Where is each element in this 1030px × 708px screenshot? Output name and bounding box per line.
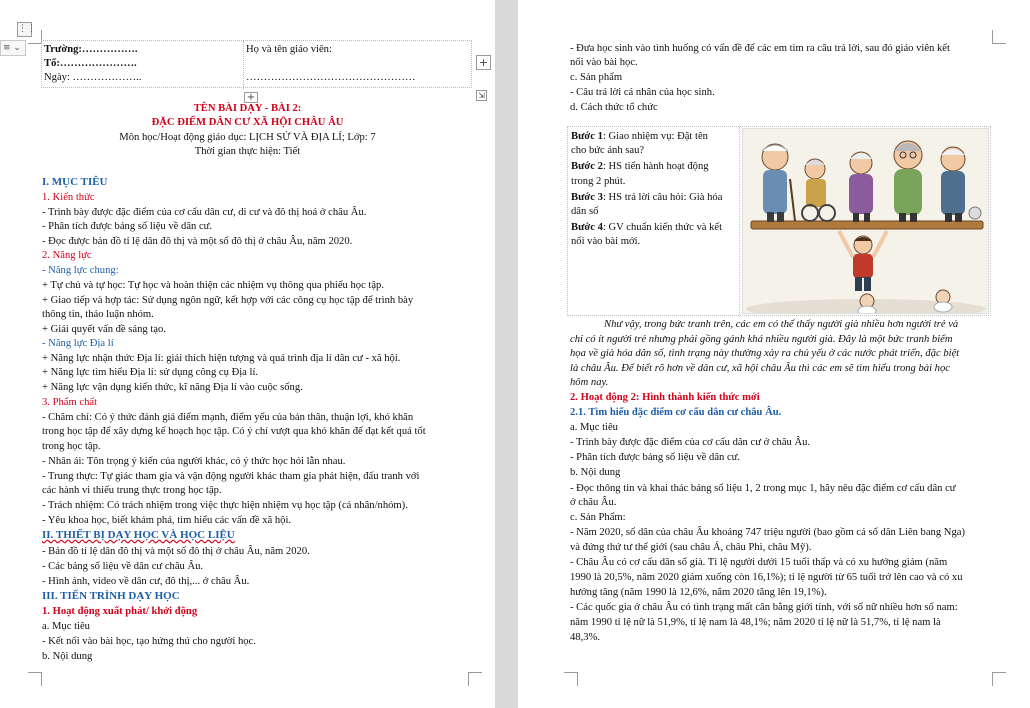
text-line: + Giải quyết vấn đề sáng tạo. — [42, 324, 166, 335]
document-page-1 — [0, 0, 495, 708]
activity-heading: 2. Hoạt động 2: Hình thành kiến thức mới — [570, 392, 760, 403]
text-line: - Chăm chỉ: Có ý thức đánh giá điểm mạnh, điểm yếu của bản thân, thuận lợi, khó khăn — [42, 412, 414, 423]
text-line: 1990 là 20,5%, năm 2020 giảm xuống còn 16,1%); tỉ lệ người từ 65 tuổi trở lên cao và có xu — [570, 572, 963, 583]
plus-icon: + — [246, 92, 256, 103]
step-text: : GV chuẩn kiến thức và kết — [602, 222, 723, 233]
step-line — [571, 221, 722, 234]
text-line: b. Nội dung — [570, 467, 621, 478]
text-line: trong học tập để xây dựng kế hoạch học tập. Có ý chí vượt qua khó khăn để đạt kết quả tốt — [42, 426, 426, 437]
table-divider — [243, 41, 244, 89]
text-line: - Trung thực: Tự giác tham gia và vận động người khác tham gia phát hiện, đấu tranh với — [42, 471, 420, 482]
step-line — [571, 191, 722, 204]
text-line: d. Cách thức tổ chức — [570, 102, 658, 113]
text-line: - Đọc thông tin và khai thác bảng số liệu 1, 2 trong mục 1, hãy nêu đặc điểm cơ cấu dân cư — [570, 483, 956, 494]
text-line: - Đọc được bản đồ tỉ lệ dân đô thị và một số đô thị ở châu Âu, năm 2020. — [42, 236, 353, 247]
text-line: - Kết nối vào bài học, tạo hứng thú cho người học. — [42, 636, 256, 647]
section-heading: II. THIẾT BỊ DẠY HỌC VÀ HỌC LIỆU — [42, 529, 235, 541]
text-line: + Tự chủ và tự học: Tự học và hoàn thiện các nhiệm vụ thông qua phiếu học tập. — [42, 280, 385, 291]
text-line: 48,3%. — [570, 632, 601, 643]
text-line: - Nhân ái: Tôn trọng ý kiến của người khác, có ý thức học hỏi lẫn nhau. — [42, 456, 346, 467]
text-line: - Hình ảnh, video về dân cư, đô thị,... ở châu Âu. — [42, 576, 250, 587]
step-label: Bước 1 — [571, 131, 603, 142]
text-line: hướng tăng (năm 1990 là 12,6%, năm 2020 tăng lên 19,1%). — [570, 587, 827, 598]
section-heading: III. TIẾN TRÌNH DẠY HỌC — [42, 590, 180, 602]
text-line: hôm nay. — [570, 377, 609, 388]
step-text: : HS tiến hành hoạt động — [602, 161, 709, 172]
text-line: c. Sản phẩm — [570, 72, 623, 83]
subsection-heading: 2.1. Tìm hiểu đặc điểm cơ cấu dân cư châu Âu. — [570, 407, 782, 418]
text-line: và đứng thứ tư thế giới (sau châu Á, châu Phi, châu Mỹ). — [570, 542, 812, 553]
lesson-title-2: ĐẶC ĐIỂM DÂN CƯ XÃ HỘI CHÂU ÂU — [151, 117, 344, 128]
text-line: ở châu Âu. — [570, 497, 617, 508]
group-field: Tổ:…………………. — [44, 58, 137, 69]
activity-heading: 1. Hoạt động xuất phát/ khởi động — [42, 606, 198, 617]
text-line: a. Mục tiêu — [570, 422, 618, 433]
text-line: + Năng lực tìm hiểu Địa lí: sử dụng công cụ Địa lí. — [42, 367, 259, 378]
text-line: - Đưa học sinh vào tình huống có vấn đề để các em tìm ra câu trả lời, sau đó giáo viên kết — [570, 43, 950, 54]
text-line: - Châu Âu có cơ cấu dân số già. Tỉ lệ người dưới 15 tuổi thấp và có xu hướng giảm (năm — [570, 557, 948, 568]
text-line: - Phân tích được bảng số liệu về dân cư. — [570, 452, 741, 463]
cartoon-image — [742, 128, 989, 314]
date-field: Ngày: ……………….. — [44, 72, 142, 83]
crop-mark — [468, 672, 482, 686]
duration-line: Thời gian thực hiện: Tiết — [194, 146, 301, 157]
school-field: Trường:……………. — [44, 44, 138, 55]
text-line: - Phân tích được bảng số liệu về dân cư. — [42, 221, 213, 232]
subject-line: Môn học/Hoạt động giáo dục: LỊCH SỬ VÀ ĐỊA LÍ; Lớp: 7 — [119, 132, 376, 143]
step-line — [571, 130, 708, 143]
sub-label: - Năng lực Địa lí — [42, 338, 114, 349]
text-line: năm 1990 tỉ lệ nữ là 51,9%, tỉ lệ nam là 48,1%; năm 2020 tỉ lệ nữ là 51,7%, tỉ lệ nam là — [570, 617, 941, 628]
step-line — [571, 160, 709, 173]
text-line: - Các quốc gia ở châu Âu có tình trạng mất cân bằng giới tính, với số nữ nhiều hơn số nam: — [570, 602, 958, 613]
add-column-button[interactable] — [476, 55, 491, 70]
text-line: chỉ có ít người trẻ nhưng phải gồng gánh khá nhiều người già. Đây là một bức tranh biếm — [570, 334, 953, 345]
chevron-down-icon: ⌄ — [13, 43, 21, 53]
text-line: là châu Âu. Để biết rõ hơn về dân cư, xã hội châu Âu thì các em sẽ tìm hiểu trong bài học — [570, 363, 950, 374]
subsection-heading: 2. Năng lực — [42, 250, 92, 261]
step-label: Bước 2 — [571, 161, 603, 172]
lesson-title: TÊN BÀI DẠY - BÀI 2: — [193, 103, 302, 114]
step-label: Bước 3 — [571, 192, 603, 203]
crop-mark — [992, 672, 1006, 686]
aging-population-illustration — [743, 129, 989, 314]
step-line: cho bức ảnh sau? — [571, 145, 645, 156]
plus-icon: + — [478, 56, 489, 69]
text-line: các hành vi thiếu trung thực trong học tập. — [42, 485, 222, 496]
text-line: - Trình bày được đặc điểm của cơ cấu dân cư ở châu Âu. — [570, 437, 811, 448]
text-line: - Bản đồ tỉ lệ dân đô thị và một số đô thị ở châu Âu, năm 2020. — [42, 546, 310, 557]
crop-mark — [564, 672, 578, 686]
step-text: : HS trả lời câu hỏi: Già hóa — [602, 192, 723, 203]
subsection-heading: 1. Kiến thức — [42, 192, 95, 203]
text-line: họa về già hóa dân số, tình trạng này thường xảy ra chủ yếu ở các nước phát triển, đặc biệt — [570, 348, 960, 359]
crop-mark — [28, 672, 42, 686]
text-line: - Trách nhiệm: Có trách nhiệm trong việc thực hiện nhiệm vụ học tập (cá nhân/nhóm). — [42, 500, 408, 511]
subsection-heading: 3. Phẩm chất — [42, 397, 98, 408]
teacher-label: Họ và tên giáo viên: — [246, 44, 332, 55]
move-handle-icon[interactable]: ⋮⋮ — [17, 22, 32, 37]
text-line: + Giao tiếp và hợp tác: Sử dụng ngôn ngữ, kết hợp với các công cụ học tập để trình bày — [42, 295, 414, 306]
text-line: b. Nội dung — [42, 651, 93, 662]
table-divider — [739, 127, 740, 317]
step-line: nối vào bài mới. — [571, 236, 641, 247]
text-line: thông tin, thảo luận nhóm. — [42, 309, 154, 320]
text-line: trong học tập. — [42, 441, 101, 452]
text-line: c. Sản Phẩm: — [570, 512, 626, 523]
crop-mark — [992, 30, 1006, 44]
teacher-line: ………………………………………… — [246, 72, 416, 83]
section-heading: I. MỤC TIÊU — [42, 176, 108, 188]
text-line: + Năng lực vận dụng kiến thức, kĩ năng Địa lí vào cuộc sống. — [42, 382, 303, 393]
sub-label: - Năng lực chung: — [42, 265, 119, 276]
resize-handle[interactable] — [476, 90, 487, 101]
collapse-control[interactable]: ≡ ⌄ — [0, 40, 26, 56]
text-line: - Năm 2020, số dân của châu Âu khoảng 747 triệu người (bao gồm cả số dân Liên bang Nga) — [570, 527, 965, 538]
resize-icon: ⇲ — [478, 91, 485, 100]
text-line: nối vào bài học. — [570, 57, 638, 68]
page-gutter — [495, 0, 518, 708]
text-line: - Yêu khoa học, biết khám phá, tìm hiểu các vấn đề xã hội. — [42, 515, 292, 526]
text-line: - Trình bày được đặc điểm của cơ cấu dân cư, di cư và đô thị hoá ở châu Âu. — [42, 207, 367, 218]
text-line: + Năng lực nhận thức Địa lí: giải thích hiện tượng và quá trình địa lí dân cư - xã hội. — [42, 353, 401, 364]
text-line: - Các bảng số liệu về dân cư châu Âu. — [42, 561, 204, 572]
step-label: Bước 4 — [571, 222, 603, 233]
step-line: trong 2 phút. — [571, 176, 626, 187]
text-line: - Câu trả lời cá nhân của học sinh. — [570, 87, 715, 98]
step-line: dân số — [571, 206, 599, 217]
text-line: a. Mục tiêu — [42, 621, 90, 632]
text-line: Như vậy, trong bức tranh trên, các em có thể thấy người già nhiều hơn người trẻ và — [604, 319, 959, 330]
step-text: : Giao nhiệm vụ: Đặt tên — [602, 131, 708, 142]
